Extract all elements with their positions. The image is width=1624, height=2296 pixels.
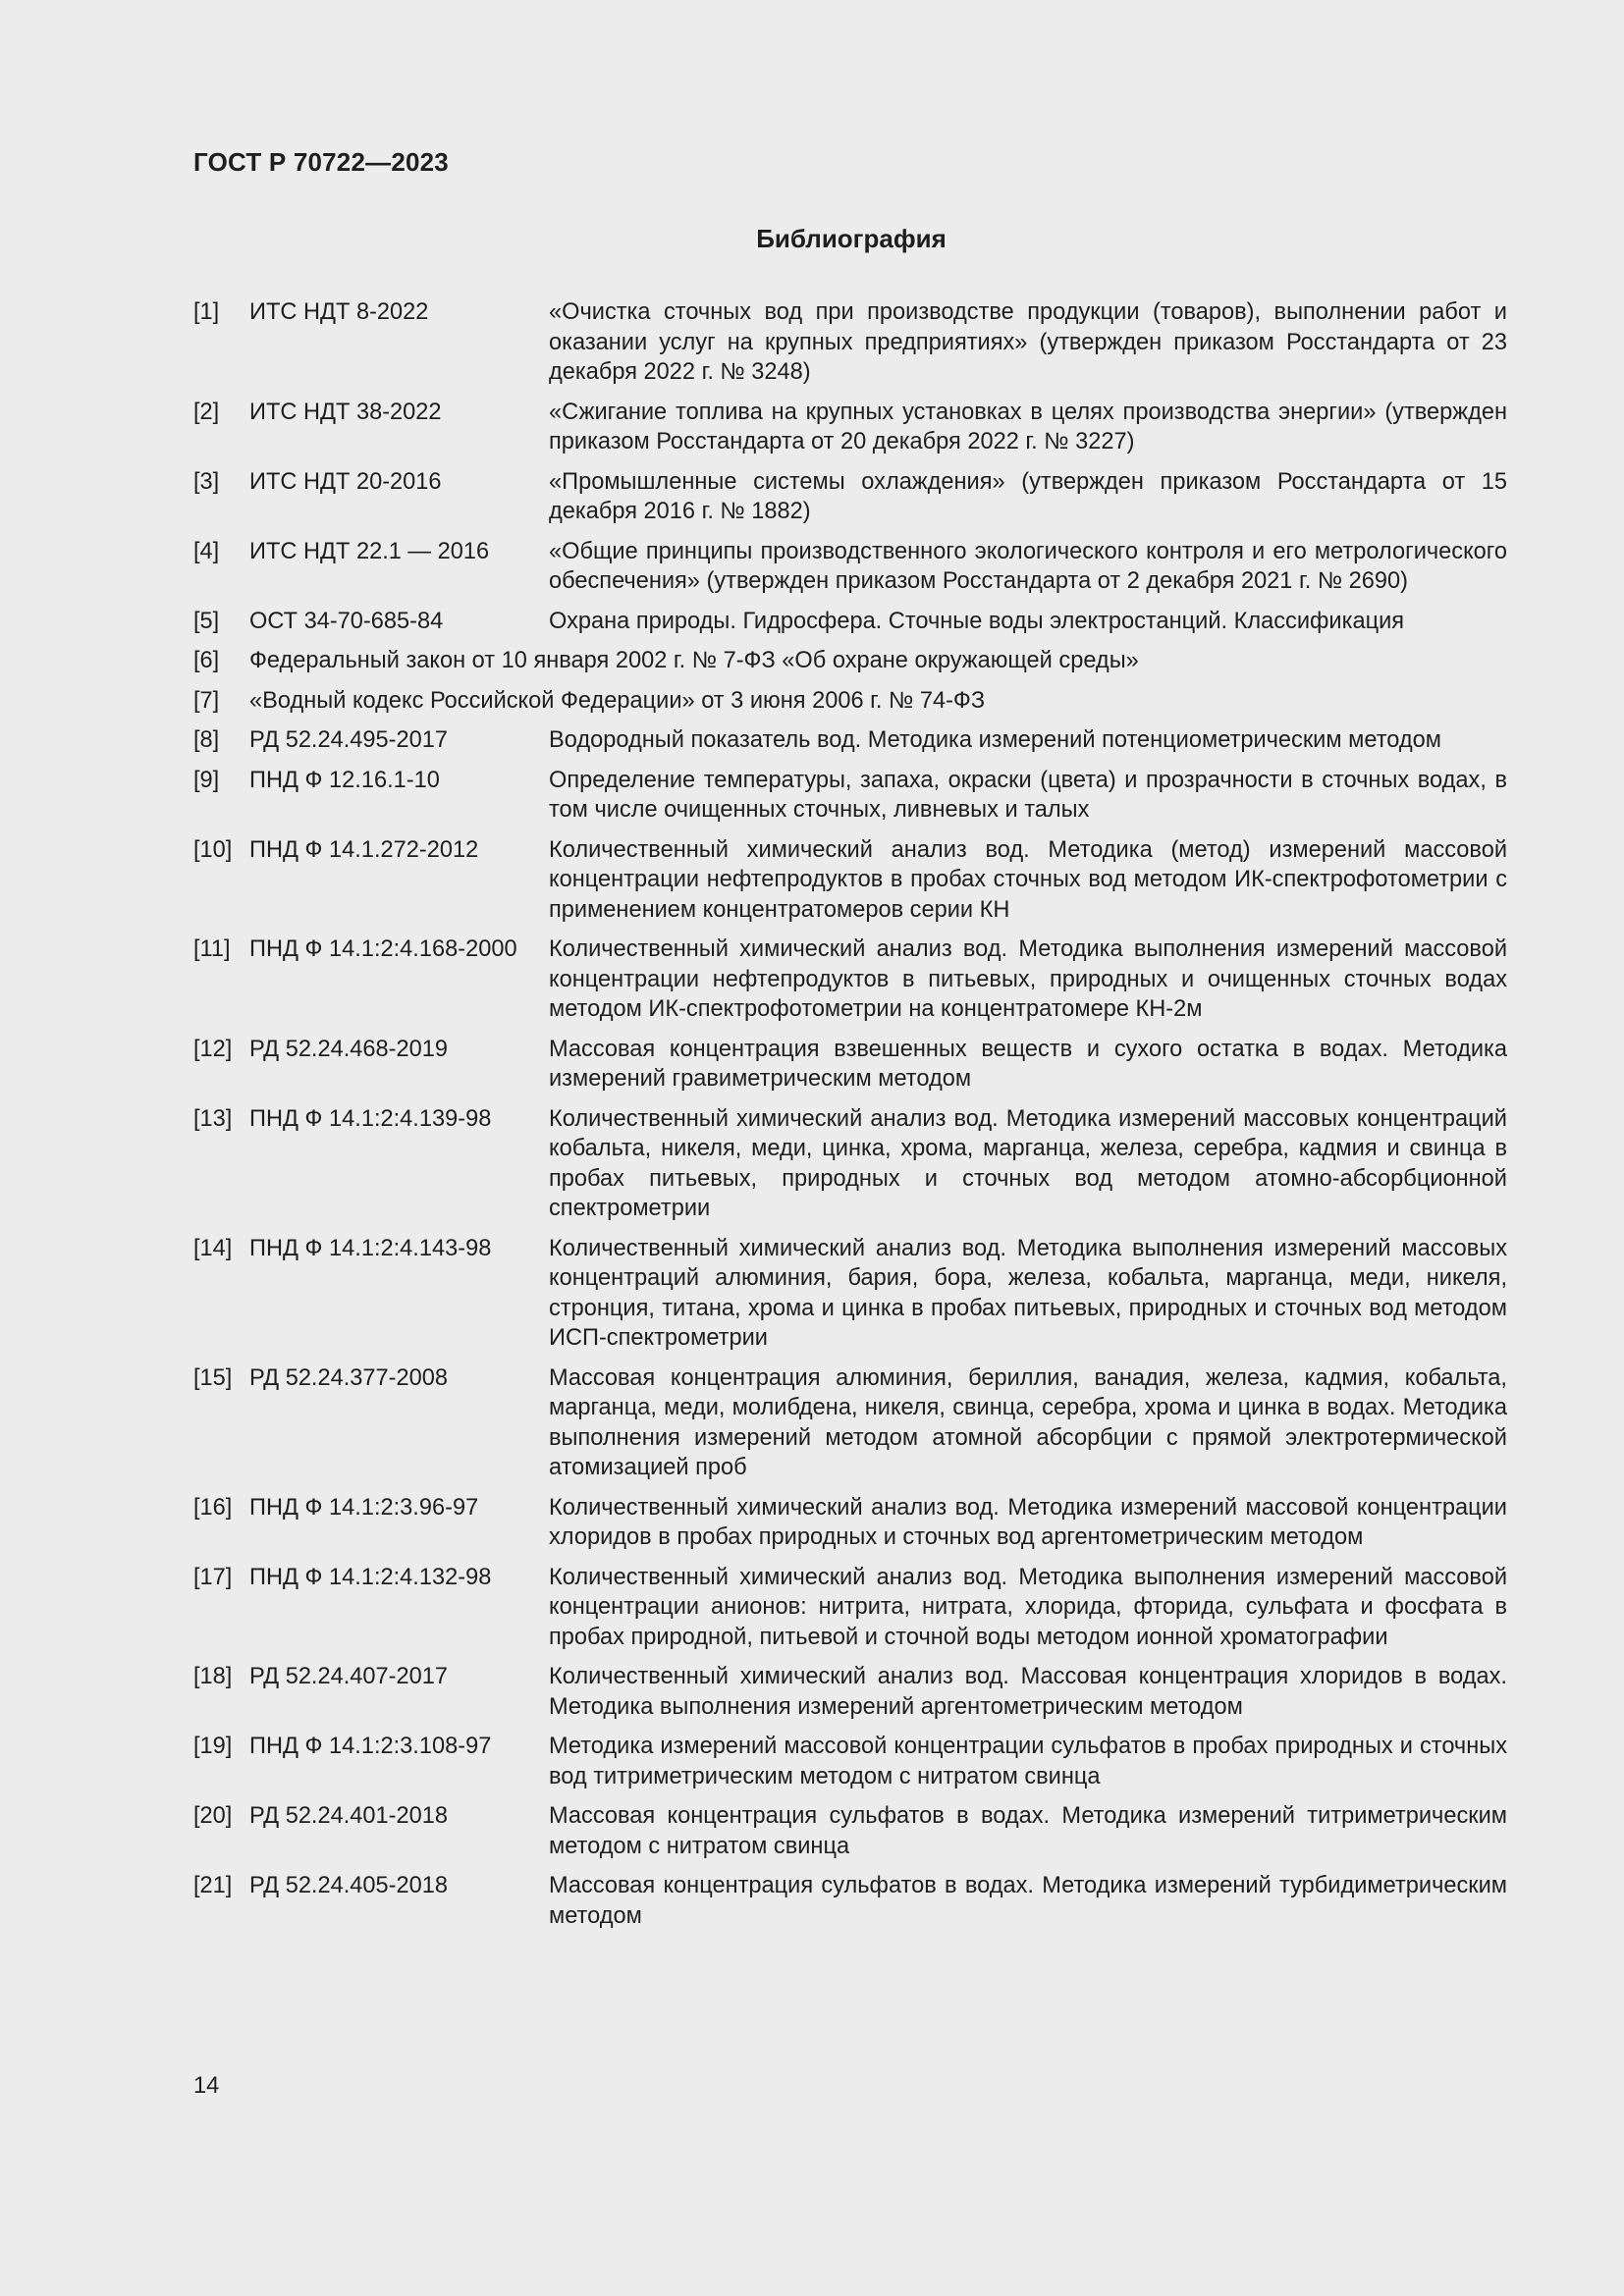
bibliography-entry bbox=[193, 1035, 1507, 1095]
entry-description: Количественный химический анализ вод. Методика выполнения измерений массовой концентрации нефтепродуктов в питьевых, природных и очищенных сточных водах методом ИК-спектрофотометрии на концентратомере КН-2м bbox=[549, 936, 1507, 1022]
bibliography-entry bbox=[193, 398, 1507, 457]
entry-number: [16] bbox=[193, 1494, 233, 1521]
entry-description: Количественный химический анализ вод. Методика измерений массовой концентрации хлоридов в пробах природных и сточных вод аргентометрическим методом bbox=[549, 1494, 1507, 1550]
entry-number: [8] bbox=[193, 727, 220, 753]
entry-number: [7] bbox=[193, 687, 220, 714]
entry-document-code: ОСТ 34-70-685-84 bbox=[249, 608, 444, 634]
entry-description: Количественный химический анализ вод. Методика измерений массовых концентраций кобальта, никеля, меди, цинка, хрома, марганца, железа, серебра, кадмия и свинца в пробах питьевых, природных и сточных вод методом атомно-абсорбционной спектрометрии bbox=[549, 1105, 1507, 1221]
entry-document-code: РД 52.24.377-2008 bbox=[249, 1364, 448, 1391]
bibliography-entry bbox=[193, 1662, 1507, 1722]
bibliography-entry bbox=[193, 607, 1507, 637]
entry-document-code: ПНД Ф 14.1:2:3.108-97 bbox=[249, 1734, 492, 1759]
entry-number: [21] bbox=[193, 1873, 233, 1898]
entry-document-code: ПНД Ф 12.16.1-10 bbox=[249, 767, 440, 793]
bibliography-entry bbox=[193, 537, 1507, 597]
bibliography-entry bbox=[193, 1493, 1507, 1553]
bibliography-entry bbox=[193, 1104, 1507, 1224]
entry-description: «Промышленные системы охлаждения» (утвержден приказом Росстандарта от 15 декабря 2016 г. № 1882) bbox=[549, 468, 1507, 524]
entry-number: [18] bbox=[193, 1664, 233, 1689]
entry-document-code: ПНД Ф 14.1:2:4.143-98 bbox=[249, 1235, 492, 1261]
entry-description: Федеральный закон от 10 января 2002 г. № 7-ФЗ «Об охране окружающей среды» bbox=[249, 648, 1139, 673]
bibliography-entry bbox=[193, 646, 1507, 676]
entry-description: Количественный химический анализ вод. Методика выполнения измерений массовой концентрации анионов: нитрита, нитрата, хлорида, фторида, сульфата и фосфата в пробах природной, питьевой и сточной воды методом ионной хроматографии bbox=[549, 1564, 1507, 1650]
entry-number: [11] bbox=[193, 936, 231, 962]
entry-number: [19] bbox=[193, 1734, 233, 1759]
entry-document-code: ПНД Ф 14.1:2:4.168-2000 bbox=[249, 936, 517, 962]
entry-number: [2] bbox=[193, 399, 220, 425]
bibliography-entry bbox=[193, 1871, 1507, 1931]
entry-number: [3] bbox=[193, 468, 220, 495]
entry-description: Количественный химический анализ вод. Массовая концентрация хлоридов в водах. Методика выполнения измерений аргентометрическим методом bbox=[549, 1664, 1507, 1720]
entry-number: [12] bbox=[193, 1036, 233, 1062]
entry-description: Количественный химический анализ вод. Методика (метод) измерений массовой концентрации нефтепродуктов в пробах сточных вод методом ИК-спектрофотометрии с применением концентратомеров серии КН bbox=[549, 836, 1507, 923]
entry-number: [15] bbox=[193, 1364, 233, 1391]
entry-document-code: ПНД Ф 14.1:2:3.96-97 bbox=[249, 1494, 479, 1521]
entry-number: [20] bbox=[193, 1803, 233, 1829]
entry-description: Методика измерений массовой концентрации сульфатов в пробах природных и сточных вод титриметрическим методом с нитратом свинца bbox=[549, 1734, 1507, 1789]
entry-document-code: ИТС НДТ 22.1 — 2016 bbox=[249, 538, 490, 564]
entry-description: «Водный кодекс Российской Федерации» от 3 июня 2006 г. № 74-ФЗ bbox=[249, 687, 986, 714]
entry-document-code: ИТС НДТ 38-2022 bbox=[249, 399, 442, 425]
entry-number: [13] bbox=[193, 1105, 233, 1132]
entry-number: [14] bbox=[193, 1235, 233, 1261]
entry-document-code: ИТС НДТ 20-2016 bbox=[249, 468, 442, 495]
entry-document-code: РД 52.24.405-2018 bbox=[249, 1873, 448, 1898]
entry-description: Массовая концентрация взвешенных веществ и сухого остатка в водах. Методика измерений гравиметрическим методом bbox=[549, 1036, 1507, 1092]
entry-description: Количественный химический анализ вод. Методика выполнения измерений массовых концентраций алюминия, бария, бора, железа, кобальта, марганца, меди, никеля, стронция, титана, хрома и цинка в пробах питьевых, природных и сточных вод методом ИСП-спектрометрии bbox=[549, 1235, 1507, 1351]
entry-number: [10] bbox=[193, 836, 233, 863]
entry-document-code: ПНД Ф 14.1.272-2012 bbox=[249, 836, 479, 863]
entry-description: Массовая концентрация алюминия, бериллия, ванадия, железа, кадмия, кобальта, марганца, меди, молибдена, никеля, свинца, серебра, хрома и цинка в водах. Методика выполнения измерений методом атомной абсорбции с прямой электротермической атомизацией проб bbox=[549, 1364, 1507, 1480]
page-number: 14 bbox=[193, 2073, 220, 2099]
bibliography-list bbox=[193, 297, 1507, 1941]
bibliography-entry bbox=[193, 1363, 1507, 1483]
bibliography-entry bbox=[193, 725, 1507, 756]
bibliography-entry bbox=[193, 1801, 1507, 1861]
bibliography-entry bbox=[193, 835, 1507, 926]
entry-description: Охрана природы. Гидросфера. Сточные воды электростанций. Классификация bbox=[549, 608, 1405, 634]
entry-description: «Общие принципы производственного экологического контроля и его метрологического обеспечения» (утвержден приказом Росстандарта от 2 декабря 2021 г. № 2690) bbox=[549, 538, 1507, 594]
entry-document-code: РД 52.24.401-2018 bbox=[249, 1803, 448, 1829]
bibliography-entry bbox=[193, 467, 1507, 527]
entry-number: [1] bbox=[193, 299, 220, 325]
entry-description: «Очистка сточных вод при производстве продукции (товаров), выполнении работ и оказании услуг на крупных предприятиях» (утвержден приказом Росстандарта от 23 декабря 2022 г. № 3248) bbox=[549, 299, 1507, 385]
entry-description: Водородный показатель вод. Методика измерений потенциометрическим методом bbox=[549, 727, 1441, 753]
entry-number: [4] bbox=[193, 538, 220, 564]
entry-description: Массовая концентрация сульфатов в водах. Методика измерений титриметрическим методом с нитратом свинца bbox=[549, 1803, 1507, 1859]
bibliography-entry bbox=[193, 934, 1507, 1025]
entry-document-code: РД 52.24.468-2019 bbox=[249, 1036, 448, 1062]
entry-document-code: ПНД Ф 14.1:2:4.139-98 bbox=[249, 1105, 492, 1132]
entry-document-code: РД 52.24.495-2017 bbox=[249, 727, 448, 753]
entry-document-code: РД 52.24.407-2017 bbox=[249, 1664, 448, 1689]
bibliography-entry bbox=[193, 1234, 1507, 1354]
bibliography-entry bbox=[193, 766, 1507, 826]
entry-number: [6] bbox=[193, 648, 220, 673]
entry-description: «Сжигание топлива на крупных установках в целях производства энергии» (утвержден приказом Росстандарта от 20 декабря 2022 г. № 3227) bbox=[549, 399, 1507, 454]
entry-number: [9] bbox=[193, 767, 220, 793]
entry-description: Массовая концентрация сульфатов в водах. Методика измерений турбидиметрическим методом bbox=[549, 1873, 1507, 1929]
bibliography-entry bbox=[193, 1563, 1507, 1653]
bibliography-entry bbox=[193, 686, 1507, 717]
bibliography-entry bbox=[193, 1732, 1507, 1791]
entry-number: [17] bbox=[193, 1564, 233, 1590]
document-standard-id: ГОСТ Р 70722—2023 bbox=[193, 147, 449, 177]
bibliography-entry bbox=[193, 297, 1507, 388]
section-title: Библиография bbox=[756, 224, 947, 253]
entry-number: [5] bbox=[193, 608, 220, 634]
entry-document-code: ИТС НДТ 8-2022 bbox=[249, 299, 429, 325]
entry-description: Определение температуры, запаха, окраски (цвета) и прозрачности в сточных водах, в том числе очищенных сточных, ливневых и талых bbox=[549, 767, 1507, 823]
entry-document-code: ПНД Ф 14.1:2:4.132-98 bbox=[249, 1564, 492, 1590]
